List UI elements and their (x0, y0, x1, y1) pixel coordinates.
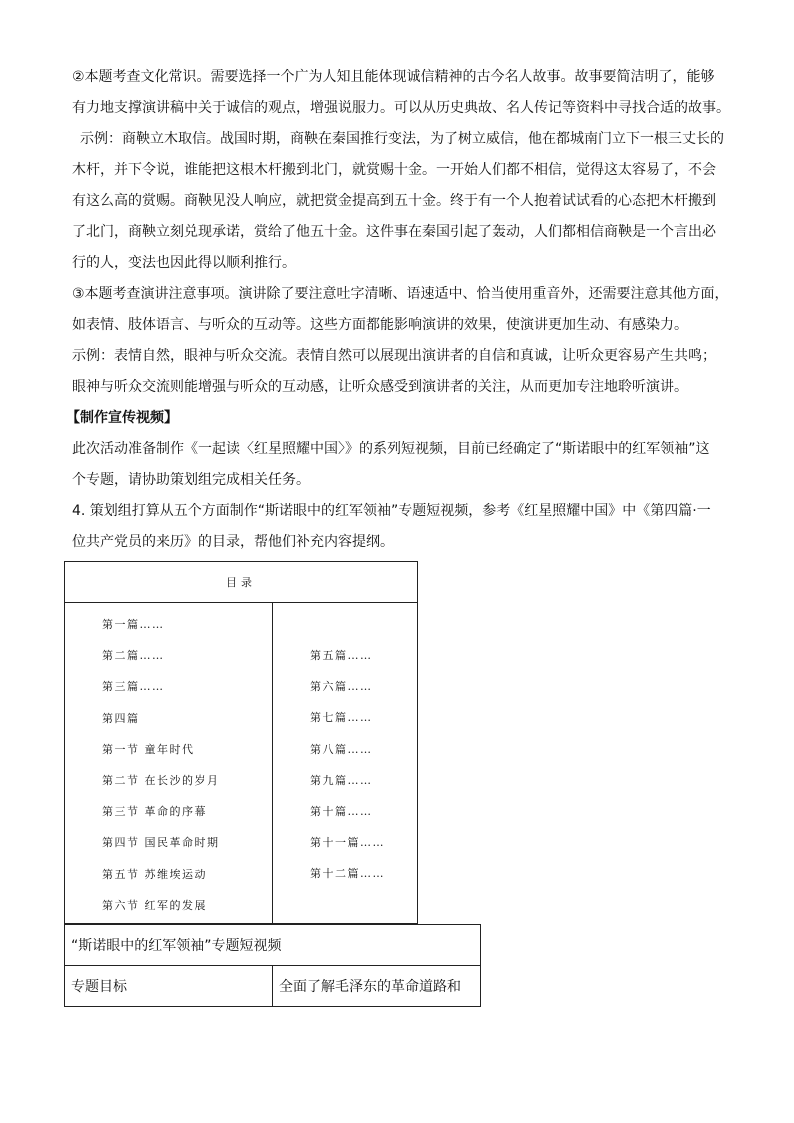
plan-title-cell: “斯诺眼中的红军领袖”专题短视频 (65, 925, 481, 966)
toc-item: 第十一篇…… (310, 836, 385, 850)
answer-line: 有力地支撑演讲稿中关于诚信的观点，增强说服力。可以从历史典故、名人传记等资料中寻找合适的故事。 (72, 100, 730, 116)
example-line: 有这么高的赏赐。商鞅见没人响应，就把赏金提高到五十金。终于有一个人抱着试试看的心态把木杆搬到 (72, 193, 716, 209)
answer-line: 如表情、肢体语言、与听众的互动等。这些方面都能影响演讲的效果，使演讲更加生动、有感染力。 (72, 317, 688, 333)
intro-line: 此次活动准备制作《一起读〈红星照耀中国〉》的系列短视频，目前已经确定了“斯诺眼中的红军领袖”这 (72, 441, 710, 457)
example-line: 了北门，商鞅立刻兑现承诺，赏给了他五十金。这件事在秦国引起了轰动，人们都相信商鞅是一个言出必 (72, 224, 716, 240)
video-plan-table (64, 924, 481, 1007)
goal-label-cell: 专题目标 (65, 966, 273, 1007)
toc-item: 第一篇…… (102, 618, 165, 631)
toc-item: 第五节 苏维埃运动 (102, 867, 207, 881)
toc-title: 目录 (65, 562, 417, 603)
toc-item: 第十二篇…… (310, 867, 385, 881)
toc-item: 第五篇…… (310, 649, 373, 662)
intro-line: 个专题，请协助策划组完成相关任务。 (72, 472, 310, 488)
example-line: 行的人，变法也因此得以顺利推行。 (72, 255, 296, 271)
section-heading: 【制作宣传视频】 (66, 410, 178, 426)
toc-item: 第四节 国民革命时期 (102, 836, 220, 850)
toc-item: 第三篇…… (102, 680, 165, 694)
example-line: 示例：商鞅立木取信。战国时期，商鞅在秦国推行变法，为了树立威信，他在都城南门立下一根三丈长的 (80, 131, 724, 147)
toc-divider (272, 603, 273, 923)
goal-value-cell: 全面了解毛泽东的革命道路和 (273, 966, 481, 1007)
toc-item: 第七篇…… (310, 711, 373, 725)
example-line: 眼神与听众交流则能增强与听众的互动感，让听众感受到演讲者的关注，从而更加专注地聆听演讲。 (72, 379, 688, 395)
document-body (66, 62, 742, 558)
toc-item: 第一节 童年时代 (102, 742, 195, 756)
question-line: 4. 策划组打算从五个方面制作“斯诺眼中的红军领袖”专题短视频，参考《红星照耀中国》中《第四篇·一 (72, 503, 711, 519)
toc-item: 第二节 在长沙的岁月 (102, 773, 220, 787)
table-of-contents (64, 561, 418, 924)
toc-item: 第六篇…… (310, 680, 373, 694)
example-line: 示例：表情自然，眼神与听众交流。表情自然可以展现出演讲者的自信和真诚，让听众更容易产生共鸣； (72, 348, 716, 364)
toc-item: 第八篇…… (310, 742, 373, 756)
answer-line: ②本题考查文化常识。需要选择一个广为人知且能体现诚信精神的古今名人故事。故事要简洁明了，能够 (72, 69, 715, 85)
table-row (65, 966, 481, 1007)
toc-item: 第二篇…… (102, 649, 165, 663)
example-line: 木杆，并下令说，谁能把这根木杆搬到北门，就赏赐十金。一开始人们都不相信，觉得这太容易了，不会 (72, 162, 716, 178)
question-line: 位共产党员的来历》的目录，帮他们补充内容提纲。 (72, 534, 394, 550)
toc-item: 第九篇…… (310, 773, 373, 787)
toc-left-column (102, 609, 220, 921)
table-row (65, 925, 481, 966)
toc-item: 第四篇 (102, 711, 140, 725)
answer-line: ③本题考查演讲注意事项。演讲除了要注意吐字清晰、语速适中、恰当使用重音外，还需要注意其他方面， (72, 286, 729, 302)
toc-item: 第六节 红军的发展 (102, 898, 207, 912)
toc-right-column (310, 640, 385, 890)
toc-item: 第十篇…… (310, 804, 373, 818)
toc-item: 第三节 革命的序幕 (102, 805, 207, 819)
toc-body (65, 603, 417, 923)
